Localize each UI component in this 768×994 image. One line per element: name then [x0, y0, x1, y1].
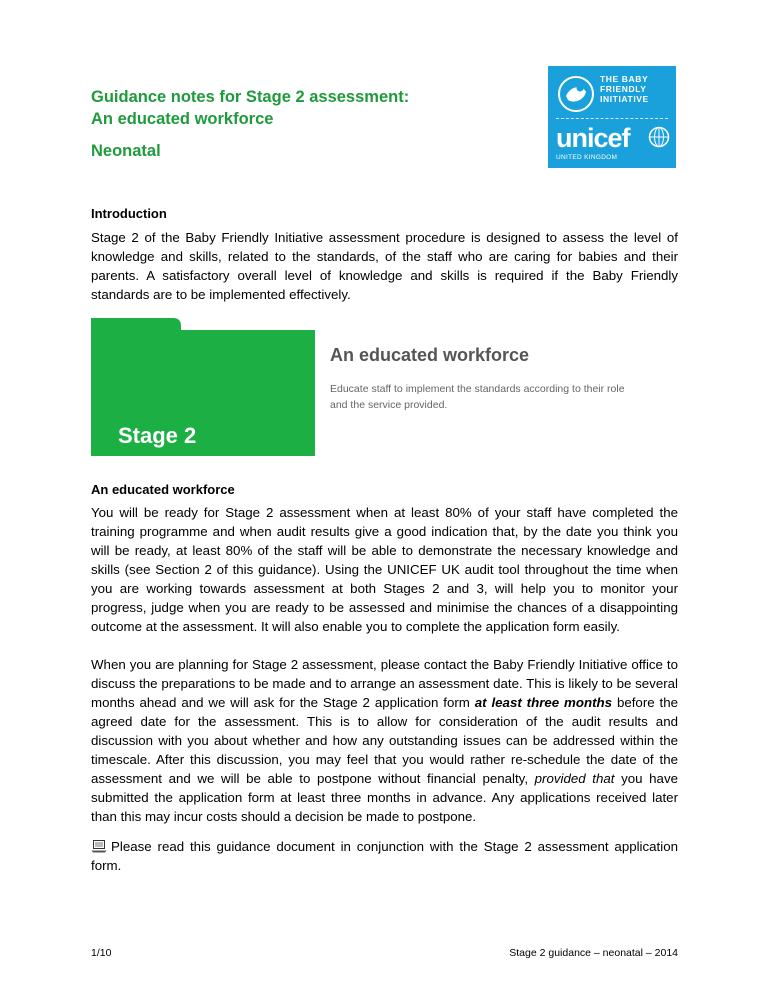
logo-divider [556, 118, 668, 119]
introduction-text: Stage 2 of the Baby Friendly Initiative assessment procedure is designed to assess the level of knowledge and skills, related to the standards, of the staff who are caring for babies and their parents. A satisfactory overall level of knowledge and skills is required if the Baby Friendly standards are to be implemented effectively. [91, 230, 678, 302]
unicef-emblem-icon [648, 126, 670, 148]
emphasis-three-months: at least three months [474, 695, 613, 710]
section-heading: An educated workforce [91, 482, 235, 497]
title-line-2: An educated workforce [91, 110, 274, 128]
laptop-icon [91, 839, 107, 853]
section-paragraph-2: When you are planning for Stage 2 assessment, please contact the Baby Friendly Initiative office to discuss the preparations to be made and to arrange an assessment date. This is likely to be several months ahead and we will ask for the Stage 2 application form at least three months before the agreed date for the assessment. This is to allow for consideration of the audit results and discussion with you about whether and how any outstanding issues can be addressed within the timescale. After this discussion, you may feel that you would rather re-schedule the date of the assessment and we will be able to postpone without financial penalty, provided that you have submitted the application form at least three months in advance. Any applications received later than this may incur costs should a decision be made to postpone. [91, 657, 679, 824]
note-paragraph: Please read this guidance document in conjunction with the Stage 2 assessment application form. [91, 839, 678, 873]
section-paragraph-1: You will be ready for Stage 2 assessment when at least 80% of your staff have completed the training programme and when audit results give a good indication that, by the date you think you will be ready, at least 80% of the staff will be able to demonstrate the necessary knowledge and skills (see Section 2 of this guidance). Using the UNICEF UK audit tool throughout the time when you are working towards assessment at both Stages 2 and 3, will help you to monitor your progress, judge when you are ready to be assessed and minimise the chances of a disappointing outcome at the assessment. It will also enable you to complete the application form easily. [91, 505, 678, 634]
banner-title: An educated workforce [330, 345, 530, 365]
title-line-1: Guidance notes for Stage 2 assessment: [91, 88, 410, 106]
bfi-wordmark: THE BABY FRIENDLY INITIATIVE [600, 74, 649, 104]
page-number: 1/10 [91, 947, 112, 959]
banner-description: Educate staff to implement the standards according to their role and the service provided. [330, 383, 625, 411]
document-subtitle: Neonatal [91, 142, 161, 160]
mother-baby-globe-icon [556, 74, 596, 114]
document-title [91, 86, 521, 130]
introduction-heading: Introduction [91, 206, 167, 221]
footer-document-name: Stage 2 guidance – neonatal – 2014 [509, 947, 678, 959]
stage-label: Stage 2 [118, 423, 197, 448]
unicef-bfi-logo [548, 66, 676, 168]
unicef-country: UNITED KINGDOM [556, 154, 618, 161]
unicef-wordmark: unicef [556, 123, 630, 153]
emphasis-provided-that: provided that [534, 771, 615, 786]
